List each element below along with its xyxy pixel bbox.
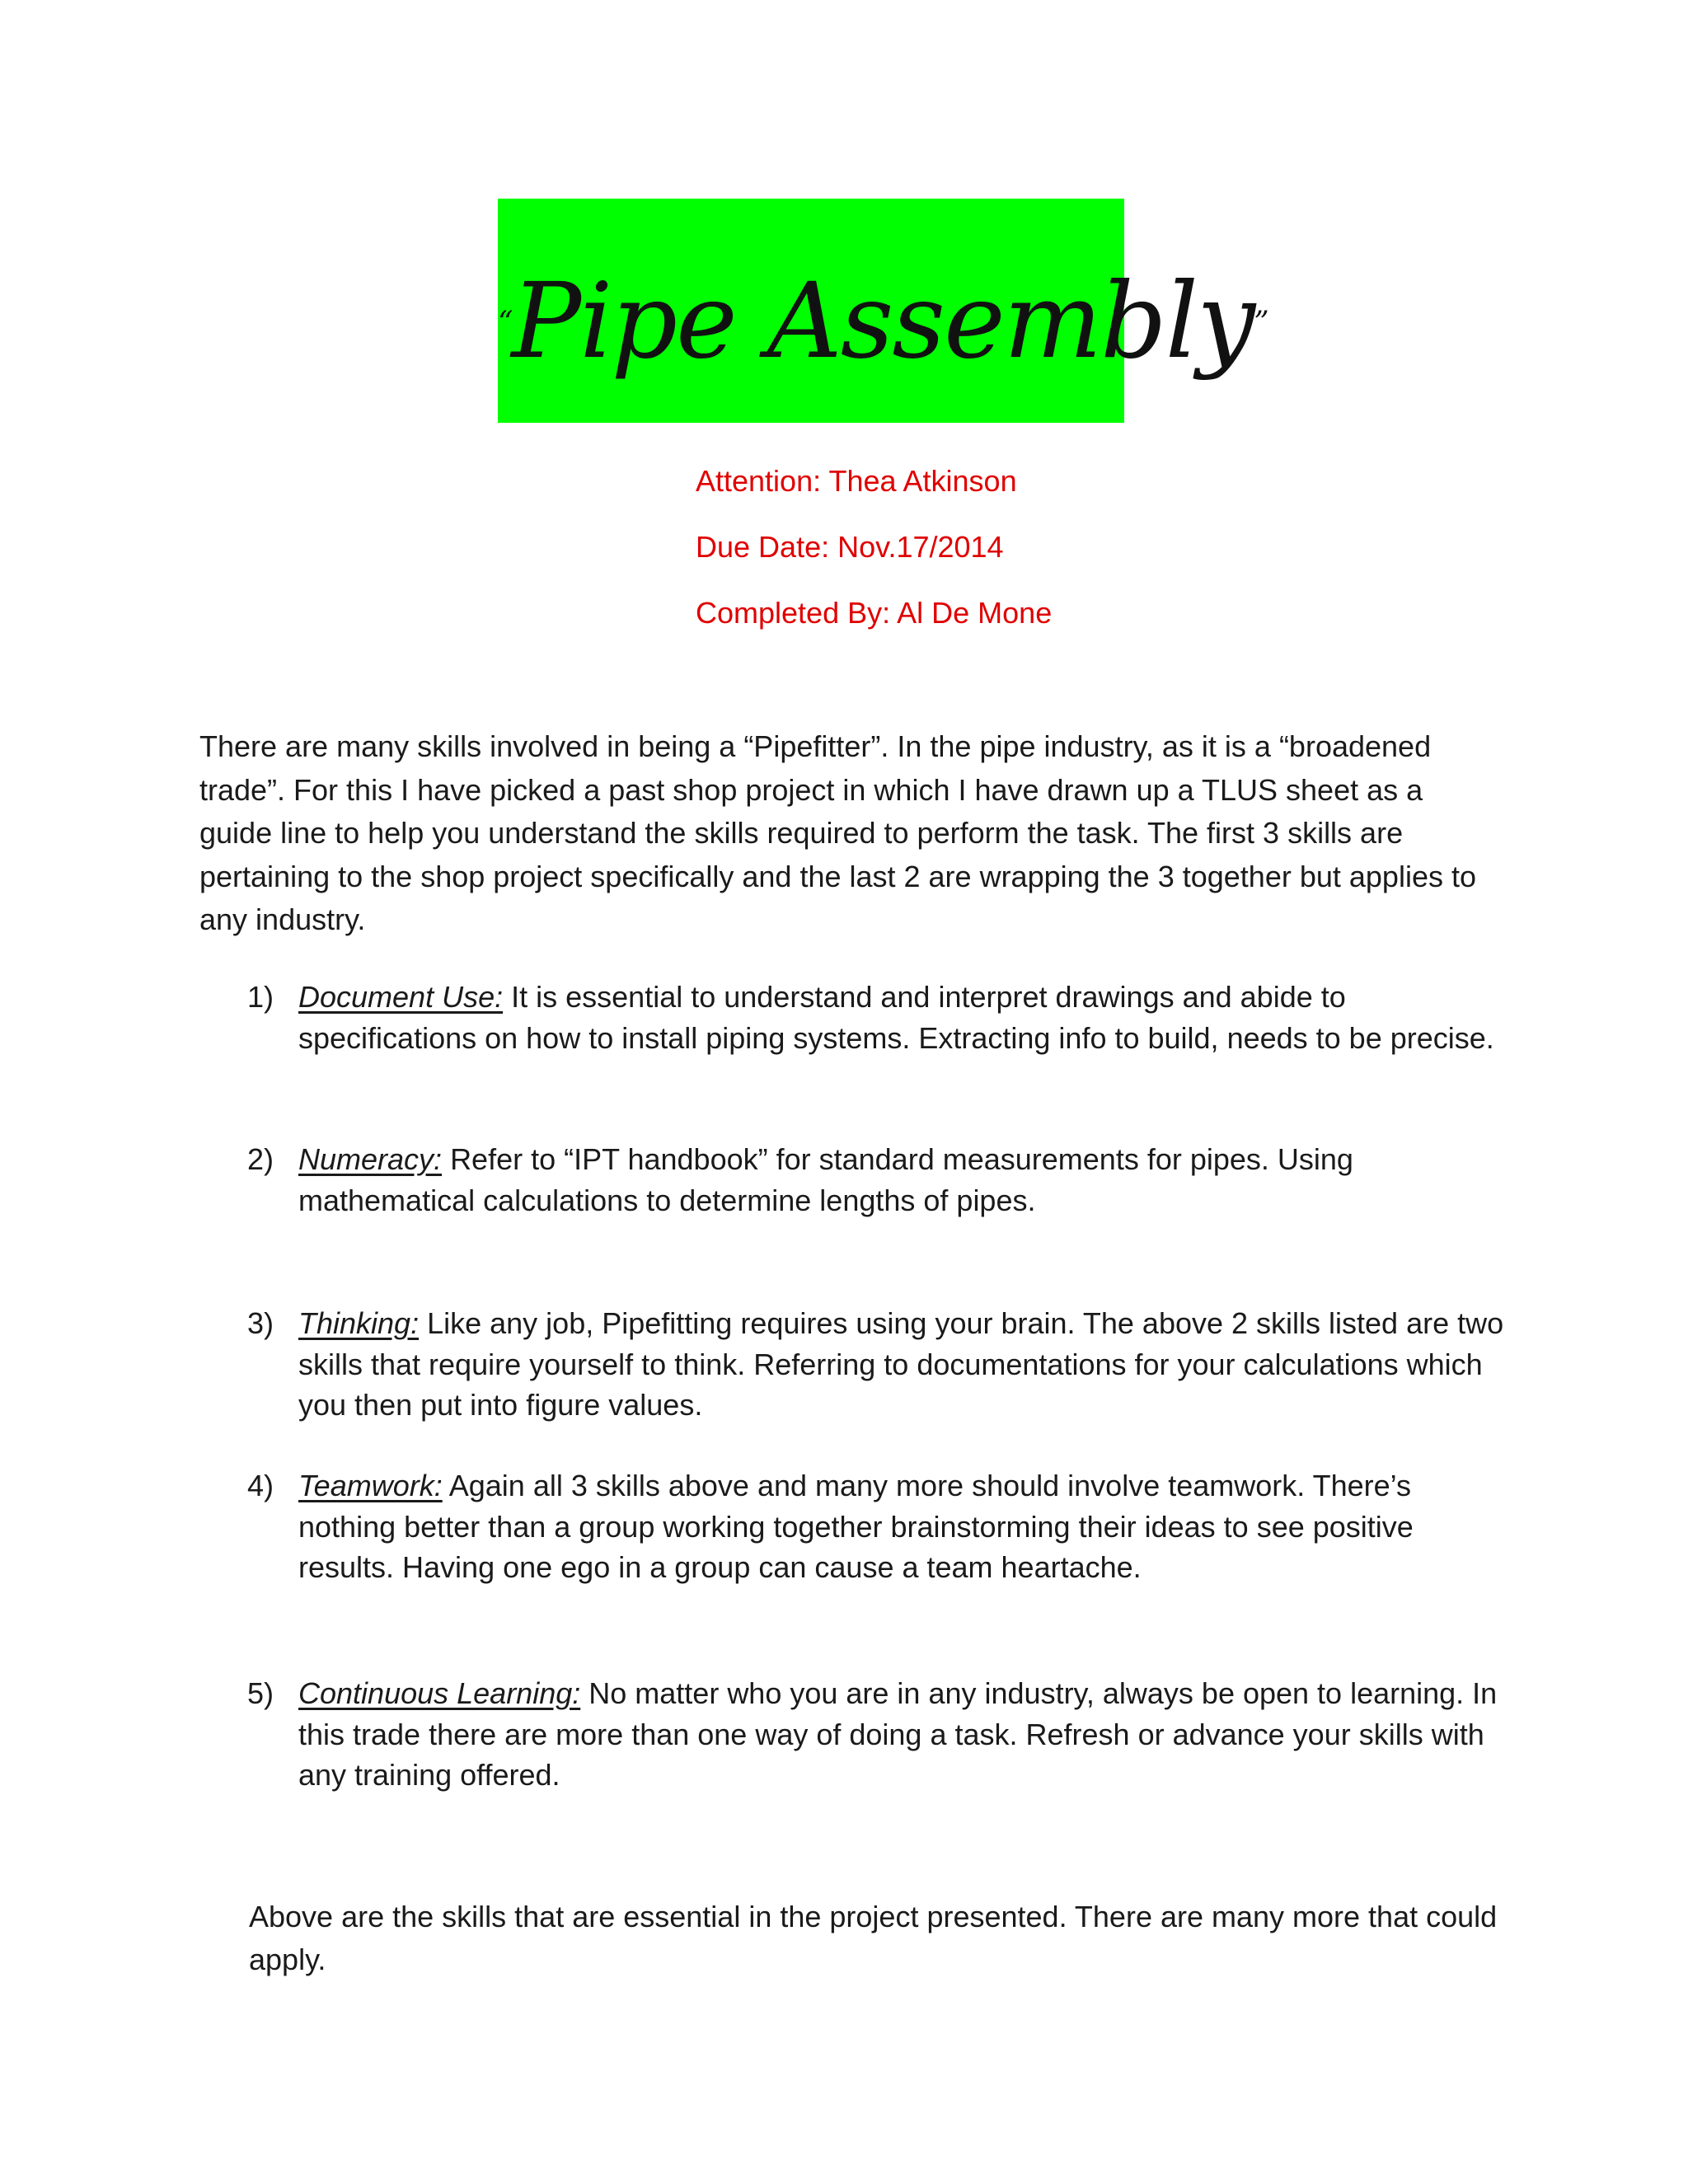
list-number: 3) [247, 1306, 274, 1340]
list-number: 4) [247, 1469, 274, 1502]
skill-text: Like any job, Pipefitting requires using your brain. The above 2 skills listed are two skills that require yourself to think. Referring to documentations for your calculations which you then put into figure values. [298, 1306, 1504, 1422]
document-title [498, 260, 1268, 382]
closing-paragraph: Above are the skills that are essential in the project presented. There are many more that could apply. [249, 1900, 1498, 1976]
due-date-line: Due Date: Nov.17/2014 [696, 530, 1004, 564]
skill-text: No matter who you are in any industry, always be open to learning. In this trade there are more than one way of doing a task. Refresh or advance your skills with any training offered. [298, 1676, 1498, 1792]
skill-heading: Numeracy: [298, 1142, 443, 1176]
list-number: 5) [247, 1676, 274, 1710]
list-number: 2) [247, 1142, 274, 1176]
completed-by-line: Completed By: Al De Mone [696, 596, 1053, 630]
title-text: Pipe Assembly [511, 260, 1254, 382]
skill-item-document-use [247, 977, 1517, 1058]
title-banner [498, 199, 1268, 423]
list-number: 1) [247, 980, 274, 1014]
intro-paragraph: There are many skills involved in being a “Pipefitter”. In the pipe industry, as it is a “broadened trade”. For this I have picked a past shop project in which I have drawn up a TLUS sheet as a guide line to help you understand the skills required to perform the task. The first 3 skills are pertaining to the shop project specifically and the last 2 are wrapping the 3 together but applies to any industry. [199, 729, 1476, 936]
attention-line: Attention: Thea Atkinson [696, 464, 1017, 498]
title-open-quote: “ [498, 306, 512, 340]
title-close-quote: ” [1254, 306, 1268, 340]
skill-heading: Thinking: [298, 1306, 420, 1340]
skill-heading: Document Use: [298, 980, 504, 1014]
skill-text: Refer to “IPT handbook” for standard measurements for pipes. Using mathematical calculations to determine lengths of pipes. [298, 1142, 1353, 1217]
skill-heading: Teamwork: [298, 1469, 443, 1502]
skill-item-teamwork [247, 1465, 1517, 1588]
skill-text: It is essential to understand and interpret drawings and abide to specifications on how to install piping systems. Extracting info to build, needs to be precise. [298, 980, 1494, 1055]
skill-item-numeracy [247, 1139, 1517, 1221]
skill-heading: Continuous Learning: [298, 1676, 581, 1710]
skill-item-continuous-learning [247, 1673, 1517, 1796]
skill-text: Again all 3 skills above and many more should involve teamwork. There’s nothing better than a group working together brainstorming their ideas to see positive results. Having one ego in a group can cause a team heartache. [298, 1469, 1414, 1584]
skill-item-thinking [247, 1303, 1517, 1426]
